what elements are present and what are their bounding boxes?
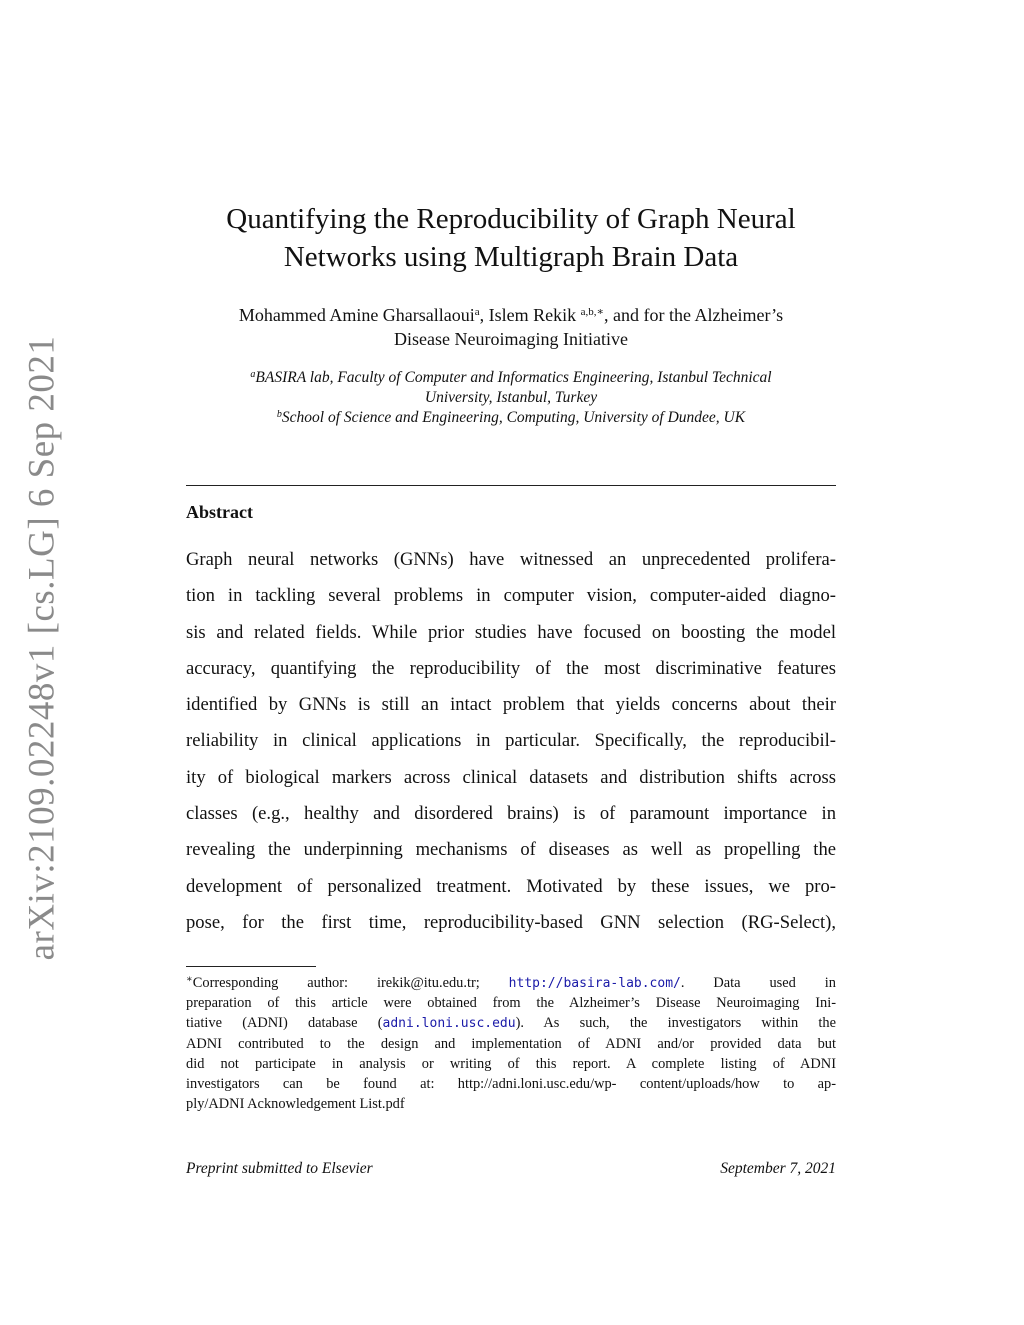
abstract-line: accuracy, quantifying the reproducibility of the most discriminative features [186,657,836,679]
author-list [186,303,836,351]
author-line-1 [186,303,836,327]
lab-website-link[interactable]: http://basira-lab.com/ [508,976,681,991]
footnote-line-3-start: tiative (ADNI) database ( [186,1015,383,1032]
author-line-1-rest: , and for the Alzheimer’s [604,305,784,325]
footnote-mark: ∗ [186,974,193,985]
author-name-1: Mohammed Amine Gharsallaoui [238,305,475,325]
author-separator: , Islem Rekik [479,305,581,325]
footnote [186,973,836,1114]
footnote-line-3-end: ). As such, the investigators within the [515,1015,836,1032]
affiliation-a-mark: a [250,369,256,380]
author-1-affil-mark: a [474,306,480,318]
preprint-date: September 7, 2021 [720,1160,836,1177]
paper-title [186,200,836,276]
footnote-line-6: investigators can be found at: http://adni.loni.usc.edu/wp- content/uploads/how to ap- [186,1075,836,1092]
footnote-line-1-end: . Data used in [680,975,836,991]
author-2-affil-mark: a,b,∗ [580,306,605,318]
footnote-line-1 [186,973,836,993]
abstract-line: pose, for the first time, reproducibility-based GNN selection (RG-Select), [186,911,836,933]
abstract-line: ity of biological markers across clinical datasets and distribution shifts across [186,766,836,788]
footnote-line-7: ply/ADNI Acknowledgement List.pdf [186,1096,405,1113]
affiliation-a-line-1: BASIRA lab, Faculty of Computer and Informatics Engineering, Istanbul Technical [255,369,772,386]
title-line-2: Networks using Multigraph Brain Data [283,241,739,273]
footnote-line-4: ADNI contributed to the design and implementation of ADNI and/or provided data but [186,1035,836,1052]
affiliation-a [186,368,836,388]
preprint-notice: Preprint submitted to Elsevier [186,1160,373,1177]
abstract-top-rule [186,485,836,486]
abstract-line: tion in tackling several problems in computer vision, computer-aided diagno- [186,585,836,607]
author-line-2: Disease Neuroimaging Initiative [394,329,628,349]
affiliation-a-line-2: University, Istanbul, Turkey [424,389,598,406]
footnote-line-2: preparation of this article were obtained from the Alzheimer’s Disease Neuroimaging Ini- [186,995,836,1012]
abstract-line: sis and related fields. While prior studies have focused on boosting the model [186,621,836,643]
abstract-line: Graph neural networks (GNNs) have witnessed an unprecedented prolifera- [186,549,836,570]
footnote-line-3 [186,1013,836,1033]
abstract-line: classes (e.g., healthy and disordered brains) is of paramount importance in [186,803,836,825]
footnote-corresponding: Corresponding author: irekik@itu.edu.tr; [192,975,509,991]
abstract-body [186,542,836,941]
abstract-line: revealing the underpinning mechanisms of diseases as well as propelling the [186,839,836,861]
abstract-heading: Abstract [186,502,253,522]
footnote-rule [186,966,316,967]
abstract-line: development of personalized treatment. Motivated by these issues, we pro- [186,875,836,897]
affiliation-b [186,408,836,428]
abstract-line: identified by GNNs is still an intact problem that yields concerns about their [186,694,836,716]
title-line-1: Quantifying the Reproducibility of Graph Neural [226,203,796,235]
affiliation-b-mark: b [276,409,282,420]
abstract-line: reliability in clinical applications in particular. Specifically, the reproducibil- [186,730,836,752]
affiliations [186,368,836,428]
footnote-line-5: did not participate in analysis or writing of this report. A complete listing of ADNI [186,1055,836,1072]
affiliation-b-line: School of Science and Engineering, Computing, University of Dundee, UK [281,409,746,426]
arxiv-identifier[interactable]: arXiv:2109.02248v1 [cs.LG] 6 Sep 2021 [21,335,63,961]
adni-database-link[interactable]: adni.loni.usc.edu [382,1016,516,1032]
